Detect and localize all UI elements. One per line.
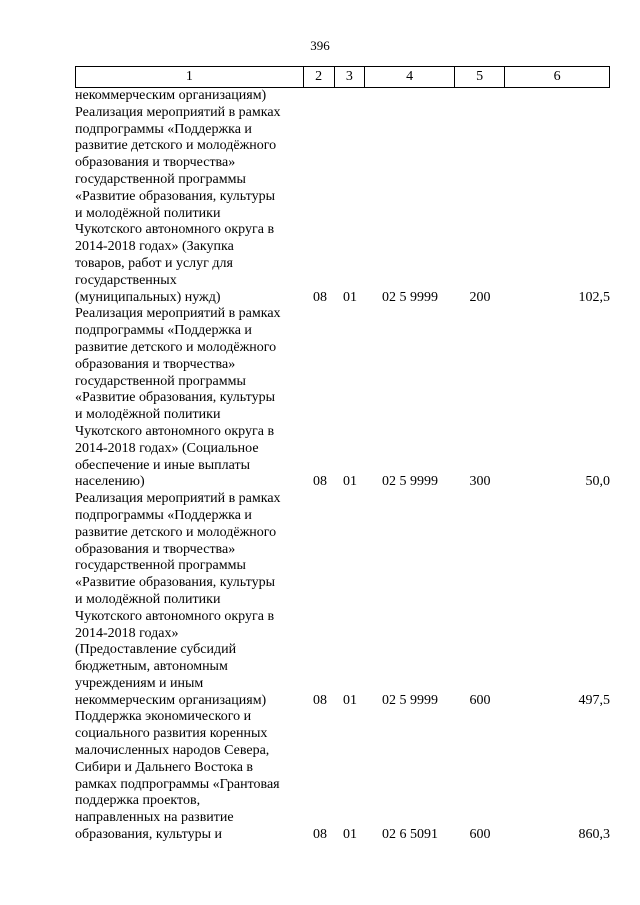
description-line: Реализация мероприятий в рамках: [75, 104, 281, 120]
section-code: 08: [313, 827, 327, 843]
amount: 102,5: [578, 289, 610, 305]
description-line: Чукотского автономного округа в: [75, 222, 275, 238]
row-description: [75, 105, 305, 307]
target-article: 02 5 9999: [382, 289, 438, 305]
description-line: социального развития коренных: [75, 726, 268, 742]
description-line: государственной программы: [75, 373, 246, 389]
section-code: 08: [313, 474, 327, 490]
description-line: образования и творчества»: [75, 356, 236, 372]
subsection-code: 01: [343, 692, 357, 708]
description-line: образования и творчества»: [75, 155, 236, 171]
table-row: [75, 709, 610, 843]
target-article: 02 6 5091: [382, 827, 438, 843]
description-line: и молодёжной политики: [75, 407, 221, 423]
description-line: 2014-2018 годах»: [75, 625, 179, 641]
amount: 497,5: [578, 692, 610, 708]
expense-type: 300: [469, 474, 491, 490]
description-line: Реализация мероприятий в рамках: [75, 491, 281, 507]
amount: 50,0: [585, 474, 610, 490]
description-line: подпрограммы «Поддержка и: [75, 323, 252, 339]
page-number: 396: [310, 38, 330, 53]
header-col-4: 4: [365, 67, 455, 88]
description-line: образования и творчества»: [75, 541, 236, 557]
description-line: Реализация мероприятий в рамках: [75, 306, 281, 322]
target-article: 02 5 9999: [382, 474, 438, 490]
header-col-6: 6: [505, 67, 610, 88]
description-line: направленных на развитие: [75, 810, 234, 826]
subsection-code: 01: [343, 289, 357, 305]
description-line: Чукотского автономного округа в: [75, 608, 275, 624]
description-line: товаров, работ и услуг для: [75, 255, 233, 271]
description-line: развитие детского и молодёжного: [75, 339, 277, 355]
header-col-5: 5: [454, 67, 504, 88]
target-article: 02 5 9999: [382, 692, 438, 708]
description-line: «Развитие образования, культуры: [75, 575, 275, 591]
table-row: [75, 306, 610, 491]
description-line: образования, культуры и: [75, 827, 223, 843]
description-line: и молодёжной политики: [75, 591, 221, 607]
section-code: 08: [313, 692, 327, 708]
description-line: государственной программы: [75, 558, 246, 574]
row-description: [75, 306, 305, 491]
expense-type: 200: [469, 289, 491, 305]
subsection-code: 01: [343, 827, 357, 843]
description-line: «Развитие образования, культуры: [75, 188, 275, 204]
expense-type: 600: [469, 692, 491, 708]
description-line: развитие детского и молодёжного: [75, 524, 277, 540]
table-body: [75, 88, 610, 844]
description-line: поддержка проектов,: [75, 793, 201, 809]
header-col-3: 3: [334, 67, 365, 88]
description-line: Поддержка экономического и: [75, 709, 252, 725]
row-description: [75, 88, 305, 105]
description-line: бюджетным, автономным: [75, 659, 228, 675]
description-line: подпрограммы «Поддержка и: [75, 507, 252, 523]
header-col-1: 1: [76, 67, 304, 88]
description-line: 2014-2018 годах» (Закупка: [75, 239, 234, 255]
row-description: [75, 491, 305, 709]
description-line: государственной программы: [75, 171, 246, 187]
description-line: (муниципальных) нужд): [75, 289, 221, 305]
table-row: [75, 88, 610, 105]
table-header: [75, 66, 610, 88]
description-line: развитие детского и молодёжного: [75, 138, 277, 154]
description-line: «Развитие образования, культуры: [75, 390, 275, 406]
description-line: рамках подпрограммы «Грантовая: [75, 776, 280, 792]
description-line: 2014-2018 годах» (Социальное: [75, 440, 259, 456]
description-line: некоммерческим организациям): [75, 88, 267, 103]
subsection-code: 01: [343, 474, 357, 490]
expense-type: 600: [469, 827, 491, 843]
description-line: государственных: [75, 272, 177, 288]
description-line: обеспечение и иные выплаты: [75, 457, 250, 473]
table-row: [75, 491, 610, 709]
description-line: населению): [75, 474, 145, 490]
description-line: и молодёжной политики: [75, 205, 221, 221]
table-row: [75, 105, 610, 307]
amount: 860,3: [578, 827, 610, 843]
description-line: малочисленных народов Севера,: [75, 743, 270, 759]
description-line: Сибири и Дальнего Востока в: [75, 759, 254, 775]
section-code: 08: [313, 289, 327, 305]
description-line: (Предоставление субсидий: [75, 642, 237, 658]
description-line: некоммерческим организациям): [75, 692, 267, 708]
description-line: подпрограммы «Поддержка и: [75, 121, 252, 137]
description-line: Чукотского автономного округа в: [75, 423, 275, 439]
description-line: учреждениям и иным: [75, 675, 204, 691]
row-description: [75, 709, 305, 843]
header-col-2: 2: [303, 67, 334, 88]
